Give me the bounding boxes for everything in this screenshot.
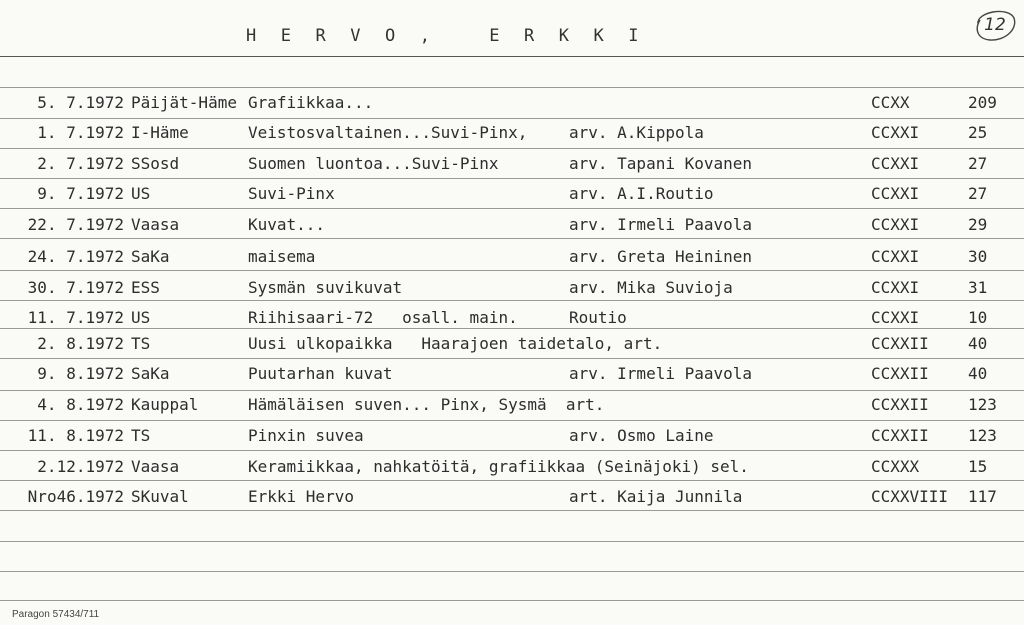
rule (0, 208, 1024, 209)
card-title: H E R V O , E R K K I (246, 26, 646, 46)
entry-reviewer: Routio (569, 308, 627, 327)
entry-volume: CCXXI (871, 308, 920, 327)
entry-title: Veistosvaltainen...Suvi-Pinx, (248, 123, 528, 142)
entry-page: 209 (968, 93, 997, 112)
entry-page: 15 (968, 457, 988, 476)
entry-title: Suomen luontoa...Suvi-Pinx (248, 154, 499, 173)
entry-date: Nro46.1972 (27, 487, 124, 506)
entry-row (0, 273, 1024, 303)
entry-date: 11. 8.1972 (27, 426, 124, 445)
entry-reviewer: arv. Irmeli Paavola (569, 364, 753, 383)
entry-row (0, 482, 1024, 512)
entry-publication: Vaasa (131, 215, 180, 234)
entry-volume: CCXXII (871, 395, 929, 414)
entry-reviewer: arv. Irmeli Paavola (569, 215, 753, 234)
entry-date: 1. 7.1972 (37, 123, 124, 142)
card-number: 12 (984, 15, 1006, 35)
entry-volume: CCXXII (871, 364, 929, 383)
entry-reviewer: arv. Tapani Kovanen (569, 154, 753, 173)
rule (0, 600, 1024, 601)
entry-date: 4. 8.1972 (37, 395, 124, 414)
entry-row (0, 242, 1024, 272)
entry-row (0, 452, 1024, 482)
header-rule (0, 56, 1024, 57)
entry-volume: CCXXI (871, 123, 920, 142)
entry-title: Grafiikkaa... (248, 93, 374, 112)
entry-title: Riihisaari-72 osall. main. (248, 308, 518, 327)
entry-publication: US (131, 184, 151, 203)
entry-publication: Vaasa (131, 457, 180, 476)
entry-title: Uusi ulkopaikka Haarajoen taidetalo, art. (248, 334, 663, 353)
circled-number-mark (970, 4, 1018, 44)
entry-volume: CCXX (871, 93, 910, 112)
entry-page: 29 (968, 215, 988, 234)
entry-publication: US (131, 308, 151, 327)
entry-volume: CCXXII (871, 426, 929, 445)
entry-volume: CCXXI (871, 154, 920, 173)
entry-row (0, 88, 1024, 118)
entry-date: 2. 8.1972 (37, 334, 124, 353)
entry-volume: CCXXII (871, 334, 929, 353)
rule (0, 510, 1024, 511)
entry-page: 117 (968, 487, 997, 506)
entry-row (0, 421, 1024, 451)
entry-publication: TS (131, 426, 151, 445)
entry-page: 30 (968, 247, 988, 266)
entry-title: Kuvat... (248, 215, 326, 234)
entry-page: 27 (968, 154, 988, 173)
card-number-circled (970, 4, 1018, 44)
entry-date: 22. 7.1972 (27, 215, 124, 234)
entry-title: Keramiikkaa, nahkatöitä, grafiikkaa (Seinäjoki) sel. (248, 457, 749, 476)
entry-date: 2. 7.1972 (37, 154, 124, 173)
rule (0, 270, 1024, 271)
entry-publication: I-Häme (131, 123, 189, 142)
rule (0, 450, 1024, 451)
entry-row (0, 149, 1024, 179)
rule (0, 571, 1024, 572)
entry-publication: Päijät-Häme (131, 93, 237, 112)
entry-page: 25 (968, 123, 988, 142)
entry-title: Hämäläisen suven... Pinx, Sysmä art. (248, 395, 605, 414)
entry-page: 27 (968, 184, 988, 203)
rule (0, 300, 1024, 301)
entry-row (0, 359, 1024, 389)
entry-publication: SaKa (131, 247, 170, 266)
entry-publication: ESS (131, 278, 160, 297)
entry-publication: SaKa (131, 364, 170, 383)
entry-volume: CCXXI (871, 184, 920, 203)
entry-volume: CCXXI (871, 215, 920, 234)
entry-page: 31 (968, 278, 988, 297)
entry-publication: SSosd (131, 154, 180, 173)
entry-reviewer: arv. A.Kippola (569, 123, 704, 142)
entry-volume: CCXXVIII (871, 487, 949, 506)
entry-title: Erkki Hervo (248, 487, 354, 506)
entry-row (0, 329, 1024, 359)
entry-title: Sysmän suvikuvat (248, 278, 403, 297)
entry-reviewer: arv. Osmo Laine (569, 426, 714, 445)
entry-row (0, 210, 1024, 240)
entry-date: 5. 7.1972 (37, 93, 124, 112)
entry-page: 123 (968, 426, 997, 445)
entry-publication: Kauppal (131, 395, 199, 414)
entry-title: maisema (248, 247, 316, 266)
entry-row (0, 179, 1024, 209)
entry-date: 9. 8.1972 (37, 364, 124, 383)
entry-title: Pinxin suvea (248, 426, 364, 445)
printer-mark: Paragon 57434/711 (12, 609, 100, 620)
rule (0, 541, 1024, 542)
entry-date: 11. 7.1972 (27, 308, 124, 327)
entry-volume: CCXXI (871, 247, 920, 266)
entry-reviewer: arv. Mika Suvioja (569, 278, 733, 297)
entry-date: 24. 7.1972 (27, 247, 124, 266)
entry-reviewer: arv. A.I.Routio (569, 184, 714, 203)
entry-reviewer: art. Kaija Junnila (569, 487, 743, 506)
entry-row (0, 118, 1024, 148)
entry-page: 123 (968, 395, 997, 414)
entry-date: 30. 7.1972 (27, 278, 124, 297)
entry-volume: CCXXX (871, 457, 920, 476)
entry-page: 10 (968, 308, 988, 327)
entry-publication: SKuval (131, 487, 189, 506)
rule (0, 238, 1024, 239)
entry-page: 40 (968, 334, 988, 353)
entry-page: 40 (968, 364, 988, 383)
entry-reviewer: arv. Greta Heininen (569, 247, 753, 266)
entry-date: 2.12.1972 (37, 457, 124, 476)
entry-title: Puutarhan kuvat (248, 364, 393, 383)
entry-date: 9. 7.1972 (37, 184, 124, 203)
entry-title: Suvi-Pinx (248, 184, 335, 203)
entry-volume: CCXXI (871, 278, 920, 297)
entry-row (0, 390, 1024, 420)
rule (0, 480, 1024, 481)
entry-publication: TS (131, 334, 151, 353)
